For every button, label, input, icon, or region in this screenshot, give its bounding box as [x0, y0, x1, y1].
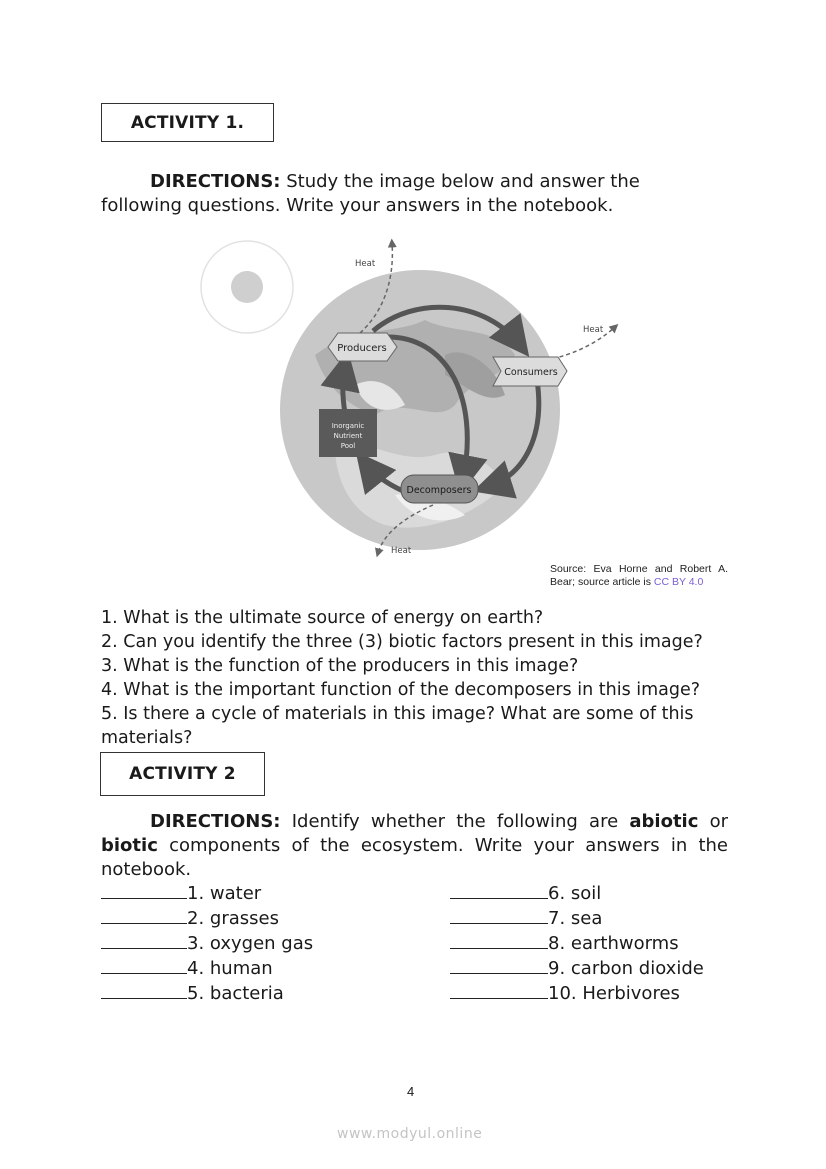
list-item: 10. Herbivores: [450, 981, 704, 1006]
question-3: 3. What is the function of the producers in this image?: [101, 656, 579, 676]
heat-label-bottom: Heat: [391, 546, 412, 556]
answer-blank-5[interactable]: [101, 981, 187, 999]
list-item: 5. bacteria: [101, 981, 313, 1006]
question-4: 4. What is the important function of the decomposers in this image?: [101, 680, 701, 700]
svg-text:Decomposers: Decomposers: [406, 485, 472, 496]
decomposers-node: [401, 475, 478, 503]
abiotic-term: abiotic: [629, 811, 699, 832]
activity-1-title: ACTIVITY 1.: [130, 112, 245, 133]
page-number: 4: [407, 1084, 415, 1099]
answer-blank-7[interactable]: [450, 906, 548, 924]
items-left-column: [101, 881, 313, 1006]
activity-2-title: ACTIVITY 2: [129, 764, 236, 784]
watermark: www.modyul.online: [337, 1126, 483, 1142]
question-1: 1. What is the ultimate source of energy on earth?: [101, 608, 544, 628]
list-item: 1. water: [101, 881, 313, 906]
svg-text:Producers: Producers: [337, 343, 387, 354]
inorganic-nutrient-pool-node: [319, 409, 377, 457]
cc-by-license-link[interactable]: CC BY 4.0: [653, 576, 704, 588]
answer-blank-2[interactable]: [101, 906, 187, 924]
activity-1-directions: [101, 170, 741, 218]
list-item: 2. grasses: [101, 906, 313, 931]
svg-text:Inorganic: Inorganic: [331, 422, 365, 430]
activity-2-directions: DIRECTIONS: Identify whether the following are abiotic or biotic components of the ecosystem. Write your answers in the notebook.: [101, 811, 729, 880]
heat-label-top: Heat: [355, 259, 376, 269]
answer-blank-4[interactable]: [101, 956, 187, 974]
activity-1-questions: [101, 606, 731, 750]
nutrient-cycle-diagram: [195, 235, 635, 560]
producers-node: [328, 333, 397, 361]
answer-blank-8[interactable]: [450, 931, 548, 949]
activity-1-title-box: [101, 103, 274, 142]
answer-blank-9[interactable]: [450, 956, 548, 974]
items-right-column: [450, 881, 704, 1006]
activity-2-title-box: [100, 752, 265, 796]
question-5-continued: materials?: [101, 728, 193, 748]
heat-label-right: Heat: [583, 325, 604, 335]
sun-icon: [201, 241, 293, 333]
list-item: 8. earthworms: [450, 931, 704, 956]
directions-text-line2: following questions. Write your answers in the notebook.: [101, 195, 614, 216]
answer-blank-10[interactable]: [450, 981, 548, 999]
answer-blank-3[interactable]: [101, 931, 187, 949]
list-item: 9. carbon dioxide: [450, 956, 704, 981]
answer-blank-1[interactable]: [101, 881, 187, 899]
directions-text-line1: Study the image below and answer the: [280, 171, 640, 192]
directions-label: DIRECTIONS:: [150, 171, 281, 192]
question-2: 2. Can you identify the three (3) biotic factors present in this image?: [101, 632, 703, 652]
list-item: 4. human: [101, 956, 313, 981]
answer-blank-6[interactable]: [450, 881, 548, 899]
question-5: 5. Is there a cycle of materials in this image? What are some of this: [101, 704, 694, 724]
svg-text:Consumers: Consumers: [504, 367, 558, 378]
list-item: 3. oxygen gas: [101, 931, 313, 956]
biotic-term: biotic: [101, 835, 158, 856]
directions-label-2: DIRECTIONS:: [150, 811, 281, 832]
list-item: 6. soil: [450, 881, 704, 906]
image-source-caption: Source: Eva Horne and Robert A. Bear; source article is CC BY 4.0: [550, 563, 728, 588]
svg-text:Nutrient: Nutrient: [333, 432, 363, 440]
svg-text:Pool: Pool: [340, 442, 356, 450]
list-item: 7. sea: [450, 906, 704, 931]
consumers-node: [493, 357, 567, 386]
